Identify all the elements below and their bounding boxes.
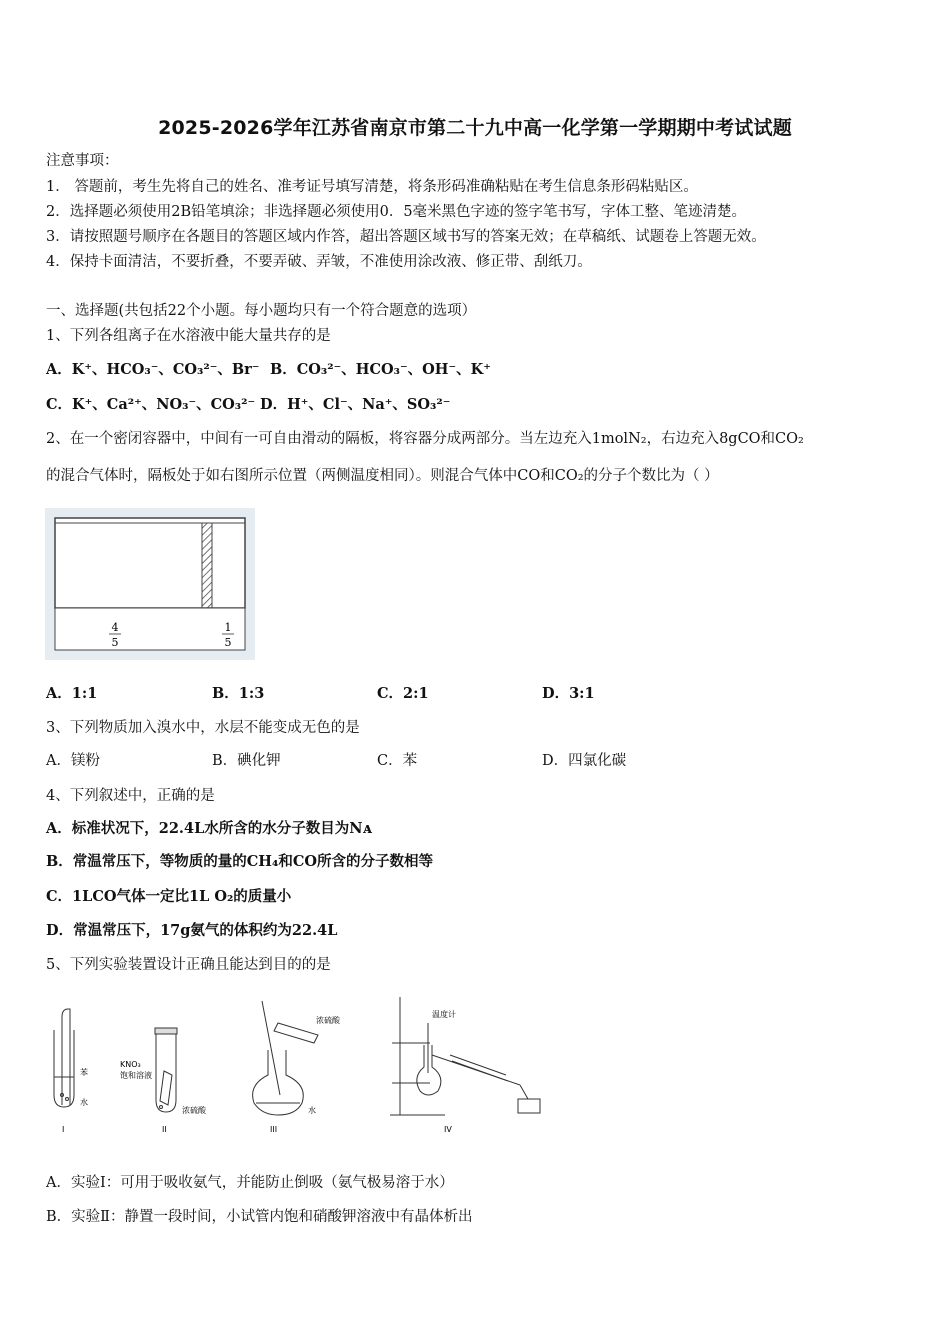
q4-option-a: A．标准状况下，22.4L水所含的水分子数目为Nᴀ — [46, 820, 372, 837]
label-water-2: 水 — [308, 1106, 316, 1115]
notice-item: 2．选择题必须使用2B铅笔填涂；非选择题必须使用0．5毫米黑色字迹的签字笔书写，字体工整、笔迹清楚。 — [46, 204, 747, 220]
page-title: 2025-2026学年江苏省南京市第二十九中高一化学第一学期期中考试试题 — [158, 117, 792, 139]
q3-option-d: D．四氯化碳 — [542, 753, 627, 769]
notice-item: 4．保持卡面清洁，不要折叠，不要弄破、弄皱，不准使用涂改液、修正带、刮纸刀。 — [46, 254, 592, 270]
notice-heading: 注意事项： — [46, 153, 119, 169]
label-conc-h2so4-2: 浓硫酸 — [316, 1016, 340, 1025]
container-outline — [55, 518, 245, 608]
fraction-right-num: 1 — [224, 621, 232, 634]
q2-option-c: C．2:1 — [377, 685, 429, 702]
fraction-right-den: 5 — [224, 636, 232, 649]
fraction-left-num: 4 — [111, 621, 119, 634]
q1-option-b: B．CO₃²⁻、HCO₃⁻、OH⁻、K⁺ — [270, 361, 491, 378]
label-water: 水 — [80, 1098, 88, 1107]
q3-option-a: A．镁粉 — [46, 753, 100, 769]
q3-option-c: C．苯 — [377, 753, 418, 769]
q5-option-b: B．实验Ⅱ：静置一段时间，小试管内饱和硝酸钾溶液中有晶体析出 — [46, 1209, 473, 1225]
container-diagram-svg — [45, 508, 255, 660]
sliding-partition — [202, 523, 212, 608]
label-iii: III — [270, 1125, 278, 1134]
q1-option-d: D．H⁺、Cl⁻、Na⁺、SO₃²⁻ — [260, 396, 451, 413]
apparatus-i — [54, 1009, 74, 1107]
q2-option-d: D．3:1 — [542, 685, 595, 702]
q4-option-b: B．常温常压下，等物质的量的CH₄和CO所含的分子数相等 — [46, 853, 434, 870]
label-saturated: 饱和溶液 — [120, 1071, 152, 1080]
q2-option-a: A．1:1 — [46, 685, 98, 702]
label-benzene: 苯 — [80, 1068, 88, 1077]
container-diagram — [45, 508, 255, 660]
q1-option-a: A．K⁺、HCO₃⁻、CO₃²⁻、Br⁻ — [46, 361, 260, 378]
notice-item: 1． 答题前，考生先将自己的姓名、准考证号填写清楚，将条形码准确粘贴在考生信息条形码粘贴区。 — [46, 179, 698, 195]
q2-stem-line1: 2、在一个密闭容器中，中间有一可自由滑动的隔板，将容器分成两部分。当左边充入1molN₂，右边充入8gCO和CO₂ — [46, 431, 804, 447]
label-i: I — [62, 1125, 65, 1134]
apparatus-figure — [40, 995, 560, 1145]
q1-option-c: C．K⁺、Ca²⁺、NO₃⁻、CO₃²⁻ — [46, 396, 256, 413]
q5-stem: 5、下列实验装置设计正确且能达到目的的是 — [46, 957, 331, 973]
q2-stem-line2: 的混合气体时，隔板处于如右图所示位置（两侧温度相同）。则混合气体中CO和CO₂的分子个数比为（ ） — [46, 468, 719, 484]
apparatus-iv — [390, 997, 540, 1115]
q3-option-b: B．碘化钾 — [212, 753, 281, 769]
fraction-left-den: 5 — [111, 636, 119, 649]
label-ii: II — [162, 1125, 167, 1134]
apparatus-svg — [40, 995, 560, 1145]
label-iv: IV — [444, 1125, 452, 1134]
notice-item: 3．请按照题号顺序在各题目的答题区域内作答，超出答题区域书写的答案无效；在草稿纸、试题卷上答题无效。 — [46, 229, 766, 245]
label-kno3: KNO₃ — [120, 1060, 141, 1069]
apparatus-ii — [155, 1028, 177, 1112]
section-heading: 一、选择题(共包括22个小题。每小题均只有一个符合题意的选项） — [46, 303, 477, 319]
label-thermometer: 温度计 — [432, 1010, 456, 1019]
q5-option-a: A．实验Ⅰ：可用于吸收氨气，并能防止倒吸（氨气极易溶于水） — [46, 1175, 454, 1191]
q3-stem: 3、下列物质加入溴水中，水层不能变成无色的是 — [46, 720, 360, 736]
q4-option-d: D．常温常压下，17g氨气的体积约为22.4L — [46, 922, 338, 939]
q1-stem: 1、下列各组离子在水溶液中能大量共存的是 — [46, 328, 331, 344]
q4-stem: 4、下列叙述中，正确的是 — [46, 788, 215, 804]
q4-option-c: C．1LCO气体一定比1L O₂的质量小 — [46, 888, 292, 905]
label-conc-h2so4: 浓硫酸 — [182, 1106, 206, 1115]
q2-option-b: B．1:3 — [212, 685, 265, 702]
apparatus-iii — [253, 1001, 318, 1115]
scale-bar — [55, 608, 245, 650]
